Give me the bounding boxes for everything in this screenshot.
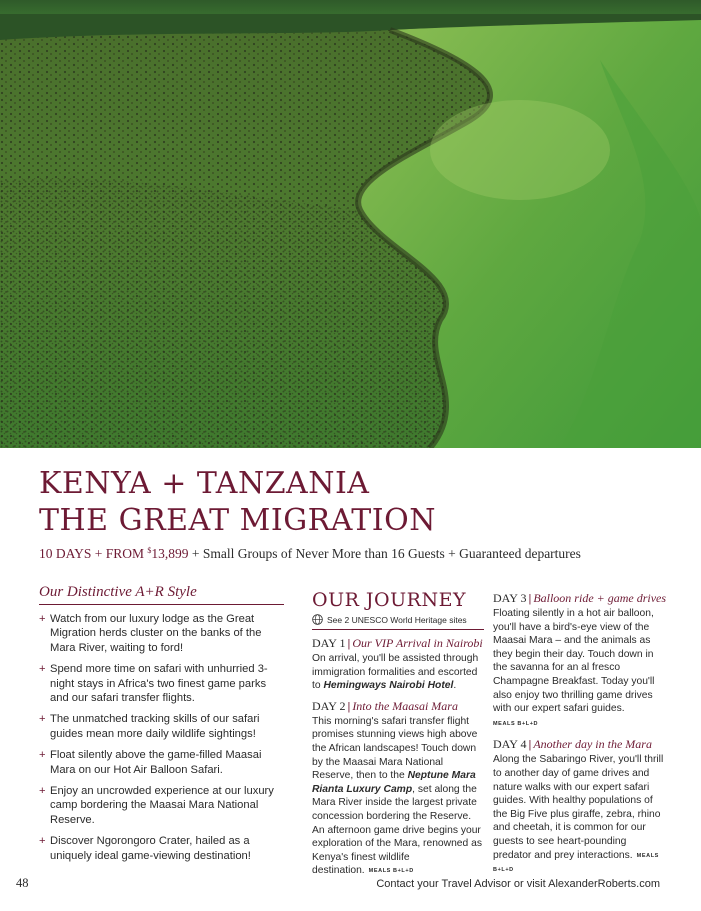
bullet-text: Watch from our luxury lodge as the Great Migration herds cluster on the banks of the Mara River, waiting to ford!: [50, 613, 262, 654]
bullet-marker: +: [39, 785, 46, 798]
hotel-name: Neptune Mara Rianta Luxury Camp: [312, 770, 476, 795]
day-title: Another day in the Mara: [533, 737, 652, 752]
day-title: Our VIP Arrival in Nairobi: [352, 636, 483, 650]
day-number: DAY 3: [493, 591, 527, 605]
trip-days: 10 DAYS: [39, 546, 92, 561]
hotel-name: Hemingways Nairobi Hotel: [323, 680, 454, 692]
day-separator: |: [347, 700, 351, 713]
page-title-line-1: KENYA + TANZANIA: [39, 466, 370, 501]
style-bullet-list: [39, 612, 284, 863]
list-item: [39, 662, 284, 705]
day-1: [312, 636, 484, 693]
day-title: Balloon ride + game drives: [533, 591, 667, 605]
day-description: [312, 652, 484, 693]
bullet-text: Spend more time on safari with unhurried 3-night stays in Africa's two finest game parks and our safari transfer flights.: [50, 663, 268, 705]
day-text: On arrival, you'll be assisted through immigration formalities and escorted to: [312, 653, 479, 692]
day-number: DAY 2: [312, 698, 346, 713]
day-text-end: , set along the Mara River inside the largest private concession bordering the Reserve. An afternoon game drive begins your exploration of the Mara, renowned as Kenya's finest wildlife destination.: [312, 783, 482, 877]
bullet-marker: +: [39, 835, 46, 848]
page-number: 48: [16, 876, 29, 890]
day-text: Along the Sabaringo River, you'll thrill to another day of game drives and nature walks with our expert safari guides. With healthy populations of the Big Five plus giraffe, zebra, rhino and cheetah, it is common for our guests to see heart-pounding predator and prey interactions.: [493, 754, 664, 861]
trip-features: + Small Groups of Never More than 16 Guests + Guaranteed departures: [188, 546, 581, 561]
bullet-marker: +: [39, 663, 46, 676]
bullet-marker: +: [39, 749, 46, 762]
day-2: [312, 699, 484, 879]
list-item: [39, 834, 284, 863]
bullet-marker: +: [39, 713, 46, 726]
day-description: [493, 753, 665, 877]
bullet-text: Enjoy an uncrowded experience at our luxury camp bordering the Maasai Mara National Reserve.: [50, 785, 274, 826]
day-text: This morning's safari transfer flight promises stunning views high above the African landscapes! Touch down by the Maasai Mara National Reserve, then to the: [312, 715, 478, 782]
list-item: [39, 612, 284, 655]
trip-price-label: FROM: [105, 546, 148, 561]
day-separator: |: [347, 638, 351, 650]
day-3: [493, 591, 665, 731]
page-title-line-2: THE GREAT MIGRATION: [39, 503, 436, 538]
bullet-text: Discover Ngorongoro Crater, hailed as a uniquely ideal game-viewing destination!: [50, 835, 251, 862]
aerial-savanna-migration-photo: [0, 0, 701, 448]
unesco-note: [312, 614, 484, 630]
day-separator: |: [528, 739, 532, 752]
day-number: DAY 4: [493, 737, 527, 752]
trip-summary-separator: +: [91, 546, 106, 561]
list-item: [39, 712, 284, 741]
meals-label: MEALS B+L+D: [493, 852, 659, 874]
bullet-marker: +: [39, 613, 46, 625]
style-section-heading: Our Distinctive A+R Style: [39, 584, 284, 605]
style-section: [39, 584, 284, 870]
day-number: DAY 1: [312, 636, 346, 650]
day-text: Floating silently in a hot air balloon, you'll have a bird's-eye view of the Maasai Mara – and the animals as they begin their day. Touch down in the savanna for an al fresco Champagne Breakfast. Today you'll also enjoy two thrilling game drives with our expert safari guides.: [493, 608, 655, 715]
unesco-text: See 2 UNESCO World Heritage sites: [327, 614, 467, 625]
list-item: [39, 784, 284, 827]
footer-contact: Contact your Travel Advisor or visit AlexanderRoberts.com: [376, 878, 660, 890]
unesco-globe-icon: [312, 614, 323, 625]
list-item: [39, 748, 284, 777]
day-text-end: .: [453, 680, 457, 692]
journey-column-2: [493, 591, 665, 878]
hero-photo: [0, 0, 701, 448]
day-4: [493, 737, 665, 877]
day-description: [312, 715, 484, 879]
bullet-text: Float silently above the game-filled Maasai Mara on our Hot Air Balloon Safari.: [50, 749, 262, 776]
day-description: [493, 607, 665, 731]
day-title: Into the Maasai Mara: [352, 698, 458, 713]
trip-summary: [39, 546, 581, 562]
meals-label: MEALS B+L+D: [493, 720, 539, 727]
journey-heading: OUR JOURNEY: [312, 589, 466, 611]
trip-price-currency: $: [147, 546, 152, 555]
bullet-text: The unmatched tracking skills of our safari guides mean more daily wildlife sightings!: [50, 713, 260, 740]
journey-column-1: [312, 589, 484, 879]
meals-label: MEALS B+L+D: [368, 868, 414, 875]
trip-price: 13,899: [151, 546, 189, 561]
day-separator: |: [528, 593, 532, 605]
